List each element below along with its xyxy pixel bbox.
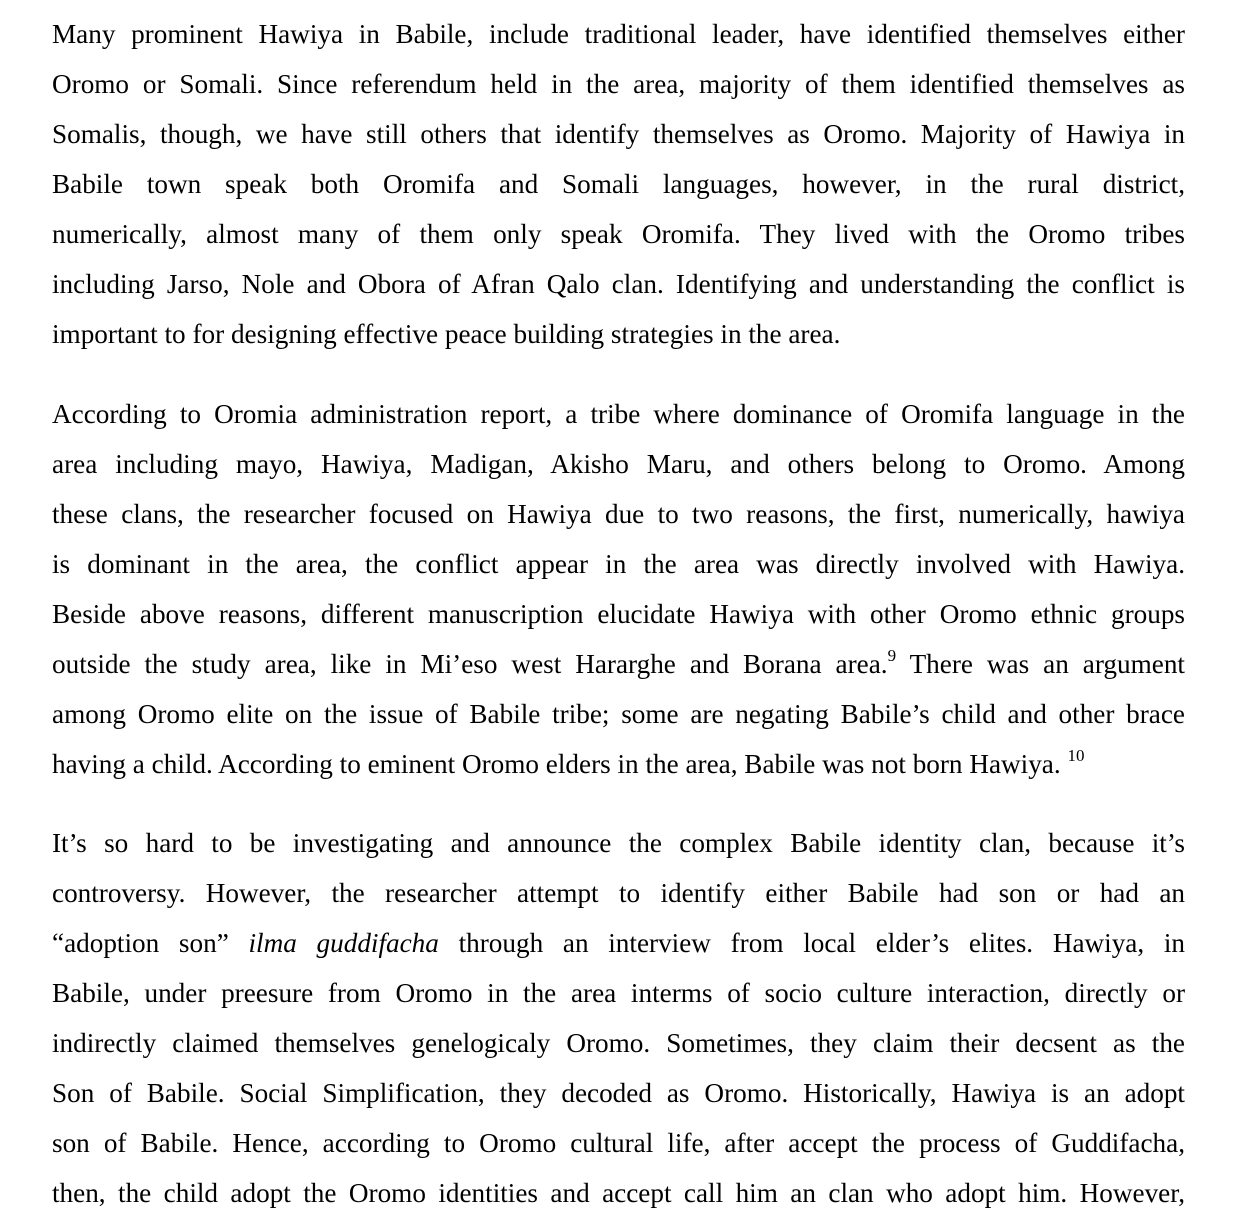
text-line: including Jarso, Nole and Obora of Afran Qalo clan. Identifying and understanding the conflict is: [52, 269, 1185, 299]
line-text: through an interview from local elder’s elites. Hawiya, in: [438, 928, 1186, 958]
line-text: There was an argument: [896, 649, 1185, 679]
text-line: Babile town speak both Oromifa and Somali languages, however, in the rural district,: [52, 169, 1185, 199]
text-line: among Oromo elite on the issue of Babile tribe; some are negating Babile’s child and other brace: [52, 699, 1185, 729]
footnote-marker[interactable]: 10: [1067, 746, 1085, 765]
text-line: Son of Babile. Social Simplification, they decoded as Oromo. Historically, Hawiya is an adopt: [52, 1078, 1185, 1108]
text-line: It’s so hard to be investigating and announce the complex Babile identity clan, because it’s: [52, 828, 1185, 858]
footnote-marker[interactable]: 9: [887, 646, 897, 665]
text-line: Babile, under preesure from Oromo in the area interms of socio culture interaction, directly or: [52, 978, 1185, 1008]
text-line: son of Babile. Hence, according to Oromo cultural life, after accept the process of Guddifacha,: [52, 1128, 1185, 1158]
text-line: Somalis, though, we have still others that identify themselves as Oromo. Majority of Hawiya in: [52, 119, 1185, 149]
text-line: then, the child adopt the Oromo identities and accept call him an clan who adopt him. However,: [52, 1178, 1185, 1208]
line-text: having a child. According to eminent Oromo elders in the area, Babile was not born Hawiya.: [52, 749, 1068, 779]
text-line: [52, 918, 1185, 968]
text-line: According to Oromia administration report, a tribe where dominance of Oromifa language in the: [52, 399, 1185, 429]
text-line: important to for designing effective peace building strategies in the area.: [52, 319, 841, 349]
line-text: outside the study area, like in Mi’eso west Hararghe and Borana area.: [52, 649, 888, 679]
text-line: numerically, almost many of them only speak Oromifa. They lived with the Oromo tribes: [52, 219, 1185, 249]
text-line: is dominant in the area, the conflict appear in the area was directly involved with Hawiya.: [52, 549, 1185, 579]
paragraph-1: [52, 9, 1185, 359]
text-line: Many prominent Hawiya in Babile, include traditional leader, have identified themselves either: [52, 19, 1185, 49]
text-line: these clans, the researcher focused on Hawiya due to two reasons, the first, numerically, hawiya: [52, 499, 1185, 529]
line-text: “adoption son”: [52, 928, 249, 958]
paragraph-3: [52, 818, 1185, 1218]
paragraph-2: [52, 389, 1185, 789]
text-line: [52, 739, 1185, 789]
text-line: controversy. However, the researcher attempt to identify either Babile had son or had an: [52, 878, 1185, 908]
text-line: Oromo or Somali. Since referendum held in the area, majority of them identified themselves as: [52, 69, 1185, 99]
text-line: [52, 639, 1185, 689]
text-line: area including mayo, Hawiya, Madigan, Akisho Maru, and others belong to Oromo. Among: [52, 449, 1185, 479]
italic-term: ilma guddifacha: [248, 928, 439, 958]
text-line: indirectly claimed themselves genelogicaly Oromo. Sometimes, they claim their decsent as the: [52, 1028, 1185, 1058]
text-line: Beside above reasons, different manuscription elucidate Hawiya with other Oromo ethnic groups: [52, 599, 1185, 629]
